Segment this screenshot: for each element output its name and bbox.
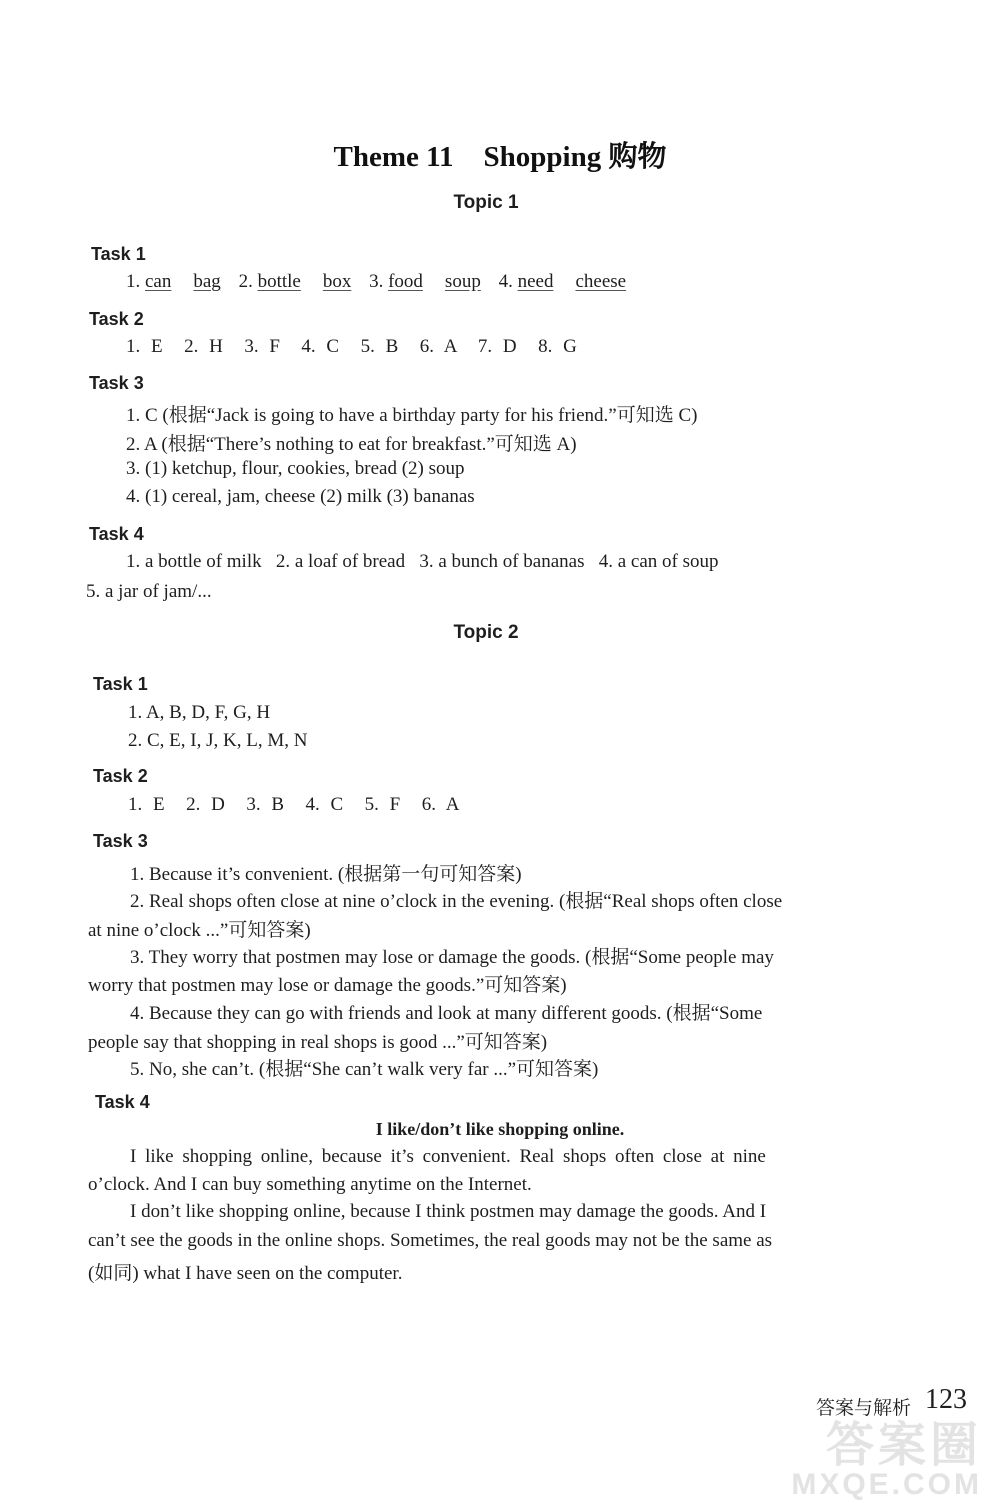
answer-word: cheese (575, 271, 627, 292)
topic1-heading: Topic 1 (453, 192, 519, 213)
answer-word: soup (444, 271, 481, 292)
topic2-task1-label: Task 1 (93, 674, 148, 694)
theme-number: Theme 11 (333, 141, 454, 173)
essay-p2-line3: (如同) what I have seen on the computer. (88, 1263, 403, 1284)
page-number: 123 (925, 1384, 967, 1415)
answer-word: need (517, 271, 554, 292)
topic2-heading: Topic 2 (453, 622, 519, 643)
topic1-task3-line1: 1. C (根据“Jack is going to have a birthday party for his friend.”可知选 C) (126, 405, 698, 426)
topic2-task3-line3a: 3. They worry that postmen may lose or damage the goods. (根据“Some people may (130, 947, 774, 968)
topic1-task3-line2: 2. A (根据“There’s nothing to eat for breakfast.”可知选 A) (126, 434, 577, 455)
answer-number: 2. (238, 271, 253, 292)
answer-number: 1. (126, 271, 141, 292)
watermark (791, 1419, 982, 1501)
watermark-logo-text: 答案圈 (825, 1419, 982, 1472)
answer-word: can (145, 271, 172, 292)
topic2-task3-line4a: 4. Because they can go with friends and look at many different goods. (根据“Some (130, 1003, 763, 1024)
answer-word: bottle (257, 271, 301, 292)
topic1-task2-answers: 1. E 2. H 3. F 4. C 5. B 6. A 7. D 8. G (126, 336, 577, 357)
topic1-task1-label: Task 1 (91, 244, 146, 264)
topic2-task3-label: Task 3 (93, 831, 148, 851)
topic1-task4-label: Task 4 (89, 524, 144, 544)
topic2-task3-line5: 5. No, she can’t. (根据“She can’t walk very far ...”可知答案) (130, 1059, 599, 1080)
essay-p1-line2: o’clock. And I can buy something anytime on the Internet. (88, 1174, 532, 1195)
topic1-task4-line1: 1. a bottle of milk 2. a loaf of bread 3. a bunch of bananas 4. a can of soup (126, 551, 719, 572)
essay-p1-line1: I like shopping online, because it’s convenient. Real shops often close at nine (130, 1146, 766, 1167)
topic2-task2-label: Task 2 (93, 766, 148, 786)
watermark-url: MXQE.COM (791, 1468, 982, 1501)
topic1-task3-line4: 4. (1) cereal, jam, cheese (2) milk (3) bananas (126, 486, 475, 507)
topic1-task3-label: Task 3 (89, 373, 144, 393)
footer-section-label: 答案与解析 (816, 1397, 912, 1419)
topic2-task2-answers: 1. E 2. D 3. B 4. C 5. F 6. A (128, 794, 460, 815)
topic2-task3-line2b: at nine o’clock ...”可知答案) (88, 920, 311, 941)
essay-title: I like/don’t like shopping online. (375, 1119, 625, 1139)
essay-p2-line1: I don’t like shopping online, because I think postmen may damage the goods. And I (130, 1201, 767, 1222)
theme-title (0, 134, 1000, 175)
topic2-task4-label: Task 4 (95, 1092, 150, 1112)
answer-word: box (322, 271, 352, 292)
topic1-task3-line3: 3. (1) ketchup, flour, cookies, bread (2) soup (126, 458, 465, 479)
theme-name: Shopping 购物 (483, 141, 667, 173)
topic2-task3-line4b: people say that shopping in real shops is good ...”可知答案) (88, 1032, 548, 1053)
answer-number: 4. (498, 271, 513, 292)
essay-p2-line2: can’t see the goods in the online shops. Sometimes, the real goods may not be the same as (88, 1230, 773, 1251)
answer-word: bag (193, 271, 221, 292)
topic2-task3-line3b: worry that postmen may lose or damage the goods.”可知答案) (88, 975, 567, 996)
topic2-task3-line2a: 2. Real shops often close at nine o’clock in the evening. (根据“Real shops often close (130, 891, 783, 912)
topic2-task1-line2: 2. C, E, I, J, K, L, M, N (128, 730, 308, 751)
answer-word: food (388, 271, 423, 292)
answer-number: 3. (369, 271, 384, 292)
topic2-task1-line1: 1. A, B, D, F, G, H (128, 702, 271, 723)
topic2-task3-line1: 1. Because it’s convenient. (根据第一句可知答案) (130, 864, 522, 885)
topic1-task1-answers (126, 271, 626, 293)
topic1-task4-line2: 5. a jar of jam/... (86, 581, 212, 602)
topic1-task2-label: Task 2 (89, 309, 144, 329)
